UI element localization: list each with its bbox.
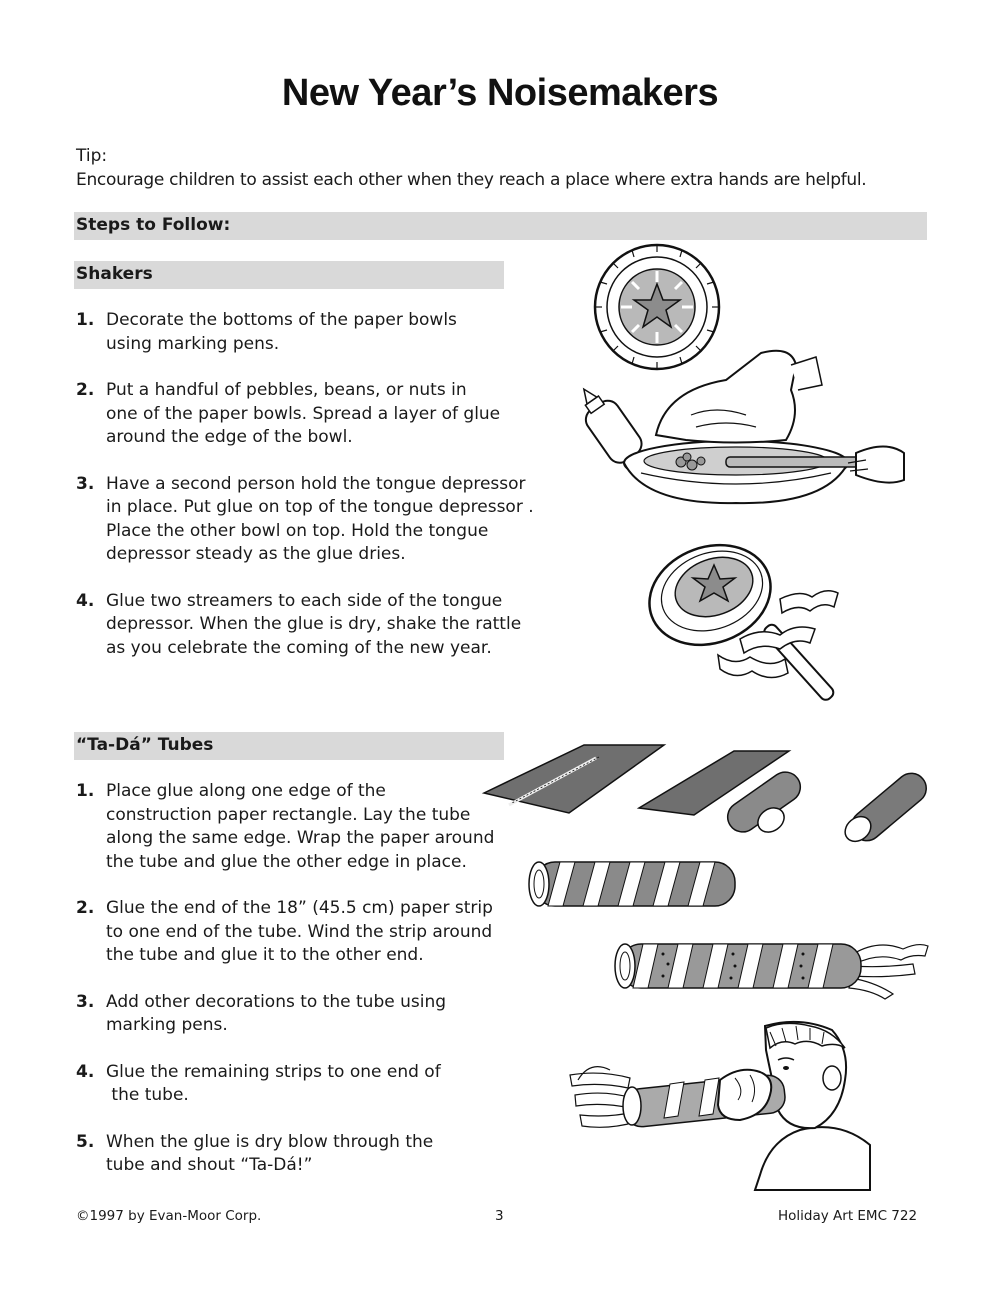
wrap-paper-tube-illustration — [484, 743, 919, 843]
tip-text: Encourage children to assist each other when they reach a place where extra hands are helpful. — [76, 170, 867, 190]
step-line: around the edge of the bowl. — [106, 427, 353, 447]
footer-page-number: 3 — [495, 1208, 504, 1224]
shakers-steps — [76, 309, 534, 660]
footer-copyright: ©1997 by Evan-Moor Corp. — [76, 1208, 262, 1224]
step-line: construction paper rectangle. Lay the tube — [106, 804, 471, 825]
step-line: depressor steady as the glue dries. — [106, 544, 406, 564]
shakers-header: Shakers — [74, 261, 504, 289]
step-line: Place glue along one edge of the — [106, 781, 386, 801]
tubes-header: “Ta-Dá” Tubes — [74, 732, 504, 760]
step-number: 4. — [76, 1061, 95, 1082]
step-line: Add other decorations to the tube using — [106, 991, 447, 1012]
tube-step-2 — [76, 897, 494, 968]
gluing-bowl-illustration — [586, 345, 911, 510]
step-number: 1. — [76, 310, 95, 330]
finished-shaker-illustration — [640, 527, 850, 707]
step-line: Glue the remaining strips to one end of — [106, 1061, 441, 1082]
step-number: 1. — [76, 781, 95, 801]
step-line: in place. Put glue on top of the tongue depressor . — [106, 497, 534, 517]
tube-step-5 — [76, 1131, 494, 1178]
boy-blowing-tube-illustration — [570, 1020, 870, 1190]
shaker-step-3 — [76, 473, 534, 567]
step-line: the tube and glue the other edge in place. — [106, 851, 467, 872]
step-line: to one end of the tube. Wind the strip around — [106, 921, 493, 942]
step-line: as you celebrate the coming of the new year. — [106, 637, 492, 658]
step-line: along the same edge. Wrap the paper around — [106, 828, 495, 848]
step-line: the tube. — [106, 1085, 189, 1105]
tube-step-4 — [76, 1061, 494, 1108]
striped-tube-illustration — [525, 858, 740, 913]
step-number: 3. — [76, 473, 95, 494]
step-line: Put a handful of pebbles, beans, or nuts in — [106, 380, 467, 400]
step-number: 2. — [76, 898, 95, 918]
tube-step-1 — [76, 780, 494, 874]
step-line: When the glue is dry blow through the — [106, 1131, 434, 1152]
tubes-steps — [76, 780, 494, 1178]
step-number: 4. — [76, 590, 95, 611]
page-title: New Year’s Noisemakers — [281, 72, 719, 114]
decorated-tube-illustration — [613, 934, 928, 999]
step-line: Have a second person hold the tongue depressor — [106, 473, 526, 494]
step-line: using marking pens. — [106, 333, 280, 354]
step-line: marking pens. — [106, 1015, 228, 1035]
step-line: depressor. When the glue is dry, shake the rattle — [106, 614, 522, 634]
steps-header: Steps to Follow: — [74, 212, 927, 240]
step-line: Decorate the bottoms of the paper bowls — [106, 310, 457, 330]
step-line: Glue the end of the 18” (45.5 cm) paper strip — [106, 898, 493, 918]
tip-label: Tip: — [76, 146, 108, 166]
footer-book-title: Holiday Art EMC 722 — [778, 1208, 918, 1224]
shaker-step-4 — [76, 590, 534, 661]
step-line: Place the other bowl on top. Hold the tongue — [106, 520, 489, 541]
step-number: 5. — [76, 1131, 95, 1152]
step-line: tube and shout “Ta-Dá!” — [106, 1155, 313, 1175]
step-line: one of the paper bowls. Spread a layer of glue — [106, 403, 501, 424]
step-number: 2. — [76, 380, 95, 400]
tube-step-3 — [76, 991, 494, 1038]
step-line: the tube and glue it to the other end. — [106, 945, 424, 965]
step-line: Glue two streamers to each side of the tongue — [106, 590, 503, 611]
shaker-step-2 — [76, 379, 534, 450]
step-number: 3. — [76, 991, 95, 1012]
shaker-step-1 — [76, 309, 534, 356]
